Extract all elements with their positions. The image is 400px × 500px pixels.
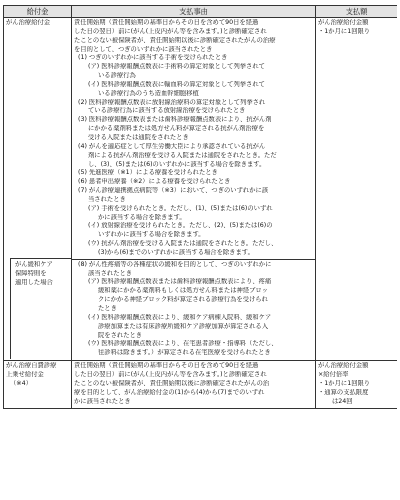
amount-line: がん治療給付金額	[318, 362, 369, 370]
reason-line: (イ) 医科診療報酬点数表により、緩和ケア病棟入院料、緩和ケア	[88, 313, 272, 321]
reason-line: いずれかに該当する場合を除きます。	[98, 231, 205, 239]
reason-line: (3) 医科診療報酬点数表または歯科診療報酬点数表により、抗がん剤	[78, 116, 272, 124]
reason-line: かに該当されたとき	[74, 397, 131, 405]
header-reason: 支払事由	[72, 6, 316, 18]
benefit-table-document	[3, 5, 397, 495]
reason-line: (ア) 医科診療報酬点数表または歯科診療報酬点数表により、疼痛	[88, 278, 272, 286]
reason-line: クにかかる神経ブロック料が算定される診療行為を受けられ	[98, 296, 268, 304]
amount-line: ・1か月に1回限り	[318, 379, 371, 387]
reason-line: (7) がん診療連携拠点病院等（※3）において、つぎのいずれかに該	[78, 187, 269, 195]
reason-line: たことのない被保険者が、責任開始期以後に診断確定されたがんの治療	[74, 36, 276, 44]
reason-cell-main	[72, 18, 316, 260]
reason-line: (4) がんを適応症として厚生労働大臣により承認されている抗がん	[78, 142, 266, 150]
benefit-line: 上乗せ給付金	[6, 371, 44, 379]
reason-line: (ア) 手術を受けられたとき。ただし、(1)、(5)または(6)のいずれ	[88, 204, 273, 212]
reason-line: 緩和薬にかかる薬剤料もしくは処方せん料または神経ブロッ	[98, 287, 268, 295]
reason-line: した日の翌日）前に(がん(上皮内がん等を含みます。)と診断確定され	[74, 371, 267, 379]
reason-line: たとき	[98, 305, 117, 312]
reason-line: (イ) 放射線治療を受けられたとき。ただし、(2)、(5)または(6)の	[88, 222, 273, 230]
benefit-sub-line: 保障特則を	[15, 270, 47, 278]
amount-line: ×給付倍率	[318, 371, 349, 379]
amount-cell-cancer-treatment	[316, 18, 398, 361]
reason-line: 療を目的として、がん治療給付金の(1)から(4)から(7)までのいずれ	[74, 388, 265, 396]
benefit-line: がん治療自費診療	[6, 362, 57, 370]
benefit-cell-supplement	[4, 361, 72, 408]
reason-line: (1) つぎのいずれかに該当する手術を受けられたとき	[78, 54, 228, 62]
benefit-sub-line: がん緩和ケア	[15, 261, 53, 269]
reason-line: し、(3)、(5)または(6)のいずれかに該当する場合を除きます。	[88, 160, 266, 168]
reason-line: 受ける入院または通院をされたとき	[88, 133, 189, 141]
table-header-row	[4, 6, 398, 18]
reason-line: (ウ) 医科診療報酬点数表により、在宅患者診療・指導料（ただし、	[88, 340, 278, 348]
reason-line: (3)から(6)までのいずれかに該当する場合を除きます。	[98, 248, 254, 256]
reason-line: (6) 患者申出療養（※2）による療養を受けられたとき	[78, 178, 231, 186]
reason-line: (ア) 医科診療報酬点数表に手術料の算定対象として列挙されて	[88, 63, 265, 71]
reason-line: した日の翌日）前に(がん(上皮内がん等を含みます。)と診断確定され	[74, 27, 267, 35]
table-row-self-pay-supplement	[4, 361, 398, 408]
reason-cell-sub	[72, 259, 316, 361]
reason-line: (2) 医科診療報酬点数表に放射線治療料の算定対象として列挙され	[78, 98, 266, 106]
benefit-sub-line: 適用した場合	[15, 278, 53, 286]
reason-line: (8) がん性疼痛等の各種症状の緩和を目的として、つぎのいずれかに	[78, 260, 272, 268]
amount-line: ・通算の支払限度	[318, 388, 369, 396]
reason-line: 責任開始期（責任開始期の基準日からその日を含めて90日を経過	[74, 362, 259, 370]
reason-line: 診療加算または有床診療所緩和ケア診療加算が算定される入	[98, 322, 269, 330]
amount-line: は24回	[332, 397, 353, 405]
reason-line: ている診療行為に該当する放射線治療を受けられたとき	[88, 107, 246, 115]
benefit-cell-main	[4, 18, 72, 260]
reason-line: を目的として、つぎのいずれかに該当されたとき	[74, 45, 213, 53]
benefit-line: （※4）	[10, 379, 32, 387]
reason-line: いる診療行為	[98, 72, 136, 80]
amount-cell-supplement	[316, 361, 398, 408]
reason-cell-supplement	[72, 361, 316, 408]
reason-line: 往診料は除きます。）が算定される在宅医療を受けられたとき	[98, 349, 271, 357]
reason-line: (5) 先進医療（※1）による療養を受けられたとき	[78, 169, 218, 177]
benefit-table	[3, 5, 397, 409]
reason-line: にかかる薬剤料または処方せん料が算定される抗がん剤治療を	[88, 125, 265, 133]
reason-line: 当されたとき	[88, 195, 126, 203]
amount-line: がん治療給付金額	[318, 19, 369, 26]
reason-line: たことのない被保険者が、責任開始期以後に診断確定されたがんの治	[74, 379, 270, 387]
reason-line: いる診療行為のうち造血幹細胞移植	[98, 89, 199, 97]
header-benefit: 給付金	[4, 6, 72, 18]
header-amount: 支払額	[316, 6, 398, 18]
reason-line: 責任開始期（責任開始期の基準日からその日を含めて90日を経過	[74, 19, 259, 26]
reason-line: 該当されたとき	[88, 269, 133, 277]
reason-line: (イ) 医科診療報酬点数表に輸血料の算定対象として列挙されて	[88, 80, 265, 88]
amount-line: ・1か月に1回限り	[318, 27, 371, 35]
reason-line: 剤による抗がん剤治療を受ける入院または通院をされたとき。ただ	[88, 151, 277, 159]
benefit-cell-sub	[4, 259, 72, 361]
reason-line: かに該当する場合を除きます。	[98, 213, 186, 221]
reason-line: (ウ) 抗がん剤治療を受ける入院または通院をされたとき。ただし、	[88, 240, 278, 248]
table-row-cancer-treatment	[4, 18, 398, 260]
benefit-name-main: がん治療給付金	[6, 19, 51, 26]
reason-line: 院をされたとき	[98, 331, 143, 339]
